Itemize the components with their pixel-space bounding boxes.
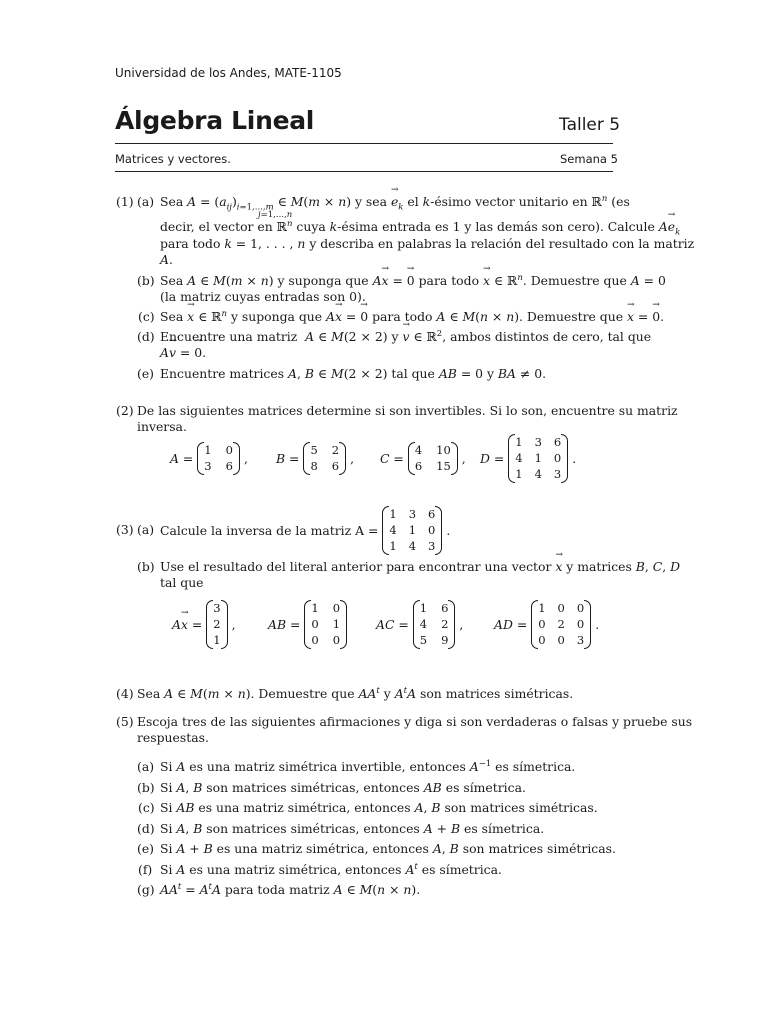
item-label: (f) — [138, 862, 153, 877]
problem-number: (1) — [116, 194, 134, 209]
matrix-AD: 1 0 0 0 2 0 0 0 3 — [531, 601, 591, 648]
item-label: (c) — [138, 309, 155, 324]
item-label: (g) — [137, 882, 155, 897]
p5e-line: Si A + B es una matriz simétrica, entonces A, B son matrices simétricas. — [160, 841, 616, 856]
header-rule-bottom — [115, 171, 613, 172]
p4-line-1: Sea A ∈ M(m × n). Demuestre que $AA^t$ y $A^tA$ son matrices simétricas. — [137, 685, 574, 701]
item-label: (e) — [137, 841, 155, 856]
AC-equation: AC = 1 6 4 2 5 9 , — [376, 600, 464, 647]
item-label: (a) — [137, 194, 155, 209]
p5c-line: Si AB es una matriz simétrica, entonces A, B son matrices simétricas. — [160, 800, 598, 815]
matrix-D-equation: D = 1 3 6 4 1 0 1 4 3 . — [480, 434, 577, 481]
item-label: (b) — [137, 780, 155, 795]
p3b-line-1: Use el resultado del literal anterior para encontrar una vector → x y matrices B, C, D — [160, 559, 680, 574]
worksheet-number: Taller 5 — [559, 115, 621, 135]
p5d-line: Si A, B son matrices simétricas, entonces A + B es símetrica. — [160, 821, 545, 836]
matrix-AB: 1 0 0 1 0 0 — [304, 601, 347, 648]
matrix-C: 4 10 6 15 — [408, 443, 458, 474]
AD-equation: AD = 1 0 0 0 2 0 0 0 3 . — [494, 600, 600, 647]
p5f-line: Si A es una matriz simétrica, entonces $A^t$ es símetrica. — [160, 861, 502, 877]
matrix-A-p3: 1 3 6 4 1 0 1 4 3 — [382, 507, 442, 554]
problem-number: (4) — [116, 686, 134, 701]
matrix-B: 5 2 8 6 — [303, 443, 346, 474]
p2-line-2: inversa. — [137, 419, 187, 434]
p5-line-1: Escoja tres de las siguientes afirmaciones y diga si son verdaderas o falsas y pruebe sus — [137, 714, 693, 729]
p1b-line-1: Sea A ∈ M(m × n) y suponga que A→ x = → 0 para todo → x ∈ ℝ$^n$. Demuestre que A = 0 — [160, 273, 666, 288]
page-title: Álgebra Lineal — [115, 106, 315, 135]
matrix-A-equation: A = 1 0 3 6 , — [170, 442, 248, 473]
matrix-AC: 1 6 4 2 5 9 — [413, 601, 456, 648]
item-label: (a) — [137, 522, 155, 537]
p1e-line-1: Encuentre matrices A, B ∈ M(2 × 2) tal que AB = 0 y BA ≠ 0. — [160, 366, 547, 381]
p1d-line-2: A→ v = → 0. — [160, 345, 206, 360]
subtitle: Matrices y vectores. — [115, 152, 231, 166]
p5-line-2: respuestas. — [137, 730, 209, 745]
p2-line-1: De las siguientes matrices determine si son invertibles. Si lo son, encuentre su matriz — [137, 403, 678, 418]
matrix-B-equation: B = 5 2 8 6 , — [276, 442, 355, 473]
AB-equation: AB = 1 0 0 1 0 0 — [268, 600, 347, 648]
problem-number: (3) — [116, 522, 134, 537]
p5g-line: $AA^t = A^tA$ para toda matriz A ∈ M(n × n). — [160, 881, 421, 897]
problem-number: (2) — [116, 403, 134, 418]
problem-number: (5) — [116, 714, 134, 729]
p5b-line: Si A, B son matrices simétricas, entonces AB es símetrica. — [160, 780, 526, 795]
p1c-line-1: Sea → x ∈ ℝ$^n$ y suponga que A→ x = → 0 para todo A ∈ M(n × n). Demuestre que → x = → 0. — [160, 309, 664, 324]
item-label: (d) — [137, 821, 155, 836]
p1a-line-4: A. — [160, 252, 173, 267]
matrix-D: 1 3 6 4 1 0 1 4 3 — [508, 435, 568, 482]
item-label: (b) — [137, 559, 155, 574]
p1b-line-2: (la matriz cuyas entradas son 0). — [160, 289, 366, 304]
matrix-Ax: 3 2 1 — [206, 601, 227, 648]
item-label: (e) — [137, 366, 155, 381]
p3a-equation: Calcule la inversa de la matriz A = 1 3 6 4 1 0 1 4 3 . — [160, 506, 451, 553]
item-label: (b) — [137, 273, 155, 288]
p3b-line-2: tal que — [160, 575, 204, 590]
p1a-subscript: j=1,...,n — [258, 210, 293, 220]
item-label: (d) — [137, 329, 155, 344]
p1a-line-3: para todo k = 1, . . . , n y describa en palabras la relación del resultado con la matriz — [160, 236, 695, 251]
p1a-line-1: Sea $A = (a_{ij})_{i=1,...,m}$ ∈ M(m × n) y sea → $e_k$ el k-ésimo vector unitario en ℝ$^n$ (es — [160, 194, 630, 209]
item-label: (c) — [138, 800, 155, 815]
matrix-C-equation: C = 4 10 6 15 , — [380, 442, 466, 473]
week: Semana 5 — [560, 152, 618, 166]
matrix-A: 1 0 3 6 — [197, 443, 240, 474]
Ax-equation: A → x = 3 2 1 , — [172, 600, 236, 648]
p1a-line-2: decir, el vector en ℝ$^n$ cuya k-ésima entrada es 1 y las demás son cero). Calcule $A\to e_k$ — [160, 219, 680, 234]
p5a-line: Si A es una matriz simétrica invertible, entonces $A^{-1}$ es símetrica. — [160, 758, 576, 774]
header-rule-top — [115, 143, 613, 144]
institution: Universidad de los Andes, MATE-1105 — [115, 66, 342, 80]
p1d-line-1: Encuentre una matriz A ∈ M(2 × 2) y → v ∈ ℝ$^2$, ambos distintos de cero, tal que — [160, 329, 651, 344]
item-label: (a) — [137, 759, 155, 774]
